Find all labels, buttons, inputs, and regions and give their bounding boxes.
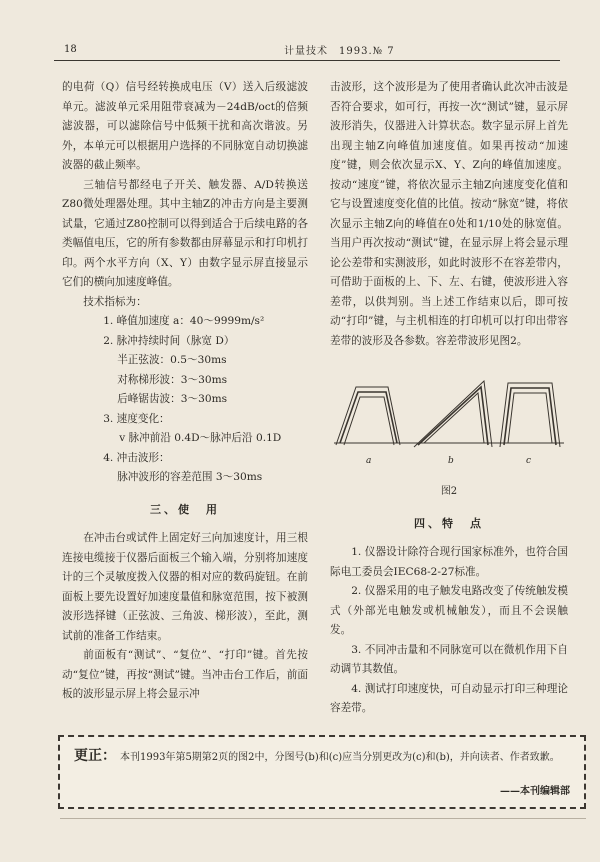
use-paragraph-2: 前面板有“测试”、“复位”、“打印”键。首先按动“复位”键，再按“测试”键。当冲击台工作后，前面板的波形显示屏上将会显示冲 <box>62 649 308 700</box>
figure-2 <box>330 363 568 468</box>
spec-item-1: 1. 峰值加速度 a：40～9999m/s² <box>103 315 265 327</box>
journal-title: 计量技术 1993.№ 7 <box>284 46 395 57</box>
tolerance-band-waveforms <box>330 363 568 468</box>
right-column <box>330 78 568 719</box>
correction-label: 更正： <box>74 748 116 764</box>
waveform-a-inner <box>344 397 394 445</box>
use-paragraph-3: 击波形，这个波形是为了使用者确认此次冲击波是否符合要求，如可行，再按一次“测试”键，显示屏波形消失，仪器进入计算状态。数字显示屏上首先出现主轴Z向峰值加速度值。如果再按动“加速度”键，则会依次显示X、Y、Z向的峰值加速度。按动“速度”键，将依次显示主轴Z向速度变化值和它与设置速度变化值的比值。按动“脉宽”键，将依次显示主轴Z向的峰值在0处和1/10处的脉宽值。当用户再次按动“测试”键，在显示屏上将会显示理论公差带和实测波形，如此时波形不在容差带内，可借助于面板的上、下、左、右键，使波形进入容差带，以供判别。当上述工作结束以后，即可按动“打印”键，与主机相连的打印机可以打印出带容差带的波形及各参数。容差带波形见图2。 <box>330 81 568 347</box>
figure-label-c: c <box>526 456 532 466</box>
left-column <box>62 78 308 705</box>
waveform-c-inner <box>508 393 552 443</box>
page-header <box>54 42 560 61</box>
feature-item-4: 4. 测试打印速度快，可自动显示打印三种理论容差带。 <box>330 682 568 714</box>
spec-item-4: 4. 冲击波形： <box>103 451 170 464</box>
spec-item-2a: 半正弦波：0.5～30ms <box>117 354 227 366</box>
correction-text: 本刊1993年第5期第2页的图2中，分图号(b)和(c)应当分别更改为(c)和(b)，并向读者、作者致歉。 <box>120 752 560 763</box>
specs-title: 技术指标为： <box>83 295 147 308</box>
page-number: 18 <box>64 44 77 55</box>
intro-paragraph-1: 的电荷（Q）信号经转换成电压（V）送入后级滤波单元。滤波单元采用阻带衰减为－24dB/oct的倍频滤波器，可以滤除信号中低频干扰和高次谐波。另外，本单元可以根据用户选择的不同脉宽自动切换滤波器的截止频率。 <box>62 81 308 171</box>
bottom-rule <box>60 818 586 835</box>
use-paragraph-1: 在冲击台或试件上固定好三向加速度计，用三根连接电缆接于仪器后面板三个输入端，分别将加速度计的三个灵敏度拨入仪器的相对应的数码旋钮。在前面板上要先设置好加速度量值和脉宽范围，按下被测波形选择键（正弦波、三角波、梯形波），至此，测试前的准备工作结束。 <box>62 532 308 642</box>
intro-paragraph-2: 三轴信号都经电子开关、触发器、A/D转换送Z80微处理器处理。其中主轴Z的冲击方向是主要测试量，它通过Z80控制可以得到适合于后续电路的各类幅值电压，它的所有参数都由屏幕显示和打印机打印。两个水平方向（X、Y）由数字显示屏直接显示它们的横向加速度峰值。 <box>62 178 308 288</box>
section-4-title: 四、特 点 <box>414 516 484 530</box>
editorial-signature: ——本刊编辑部 <box>500 786 570 797</box>
correction-notice <box>58 735 586 809</box>
waveform-b-inner <box>424 393 484 443</box>
figure-label-a: a <box>366 456 372 466</box>
feature-item-3: 3. 不同冲击量和不同脉宽可以在微机作用下自动调节其数值。 <box>330 643 568 675</box>
spec-item-3a: v 脉冲前沿 0.4D～脉冲后沿 0.1D <box>119 432 282 444</box>
feature-item-2: 2. 仪器采用的电子触发电路改变了传统触发模式（外部光电触发或机械触发），而且不会误触发。 <box>330 585 568 636</box>
figure-label-b: b <box>448 456 454 466</box>
spec-item-2: 2. 脉冲持续时间（脉宽 D） <box>103 334 235 347</box>
section-3-title: 三、使 用 <box>150 502 220 516</box>
spec-item-2c: 后峰锯齿波：3～30ms <box>117 393 228 405</box>
spec-item-4a: 脉冲波形的容差范围 3～30ms <box>117 471 263 483</box>
feature-item-1: 1. 仪器设计除符合现行国家标准外，也符合国际电工委员会IEC68-2-27标准。 <box>330 546 568 578</box>
spec-item-3: 3. 速度变化： <box>103 412 170 425</box>
figure-caption: 图2 <box>440 486 458 497</box>
waveform-c-trace <box>504 388 556 445</box>
spec-item-2b: 对称梯形波：3～30ms <box>117 373 228 386</box>
